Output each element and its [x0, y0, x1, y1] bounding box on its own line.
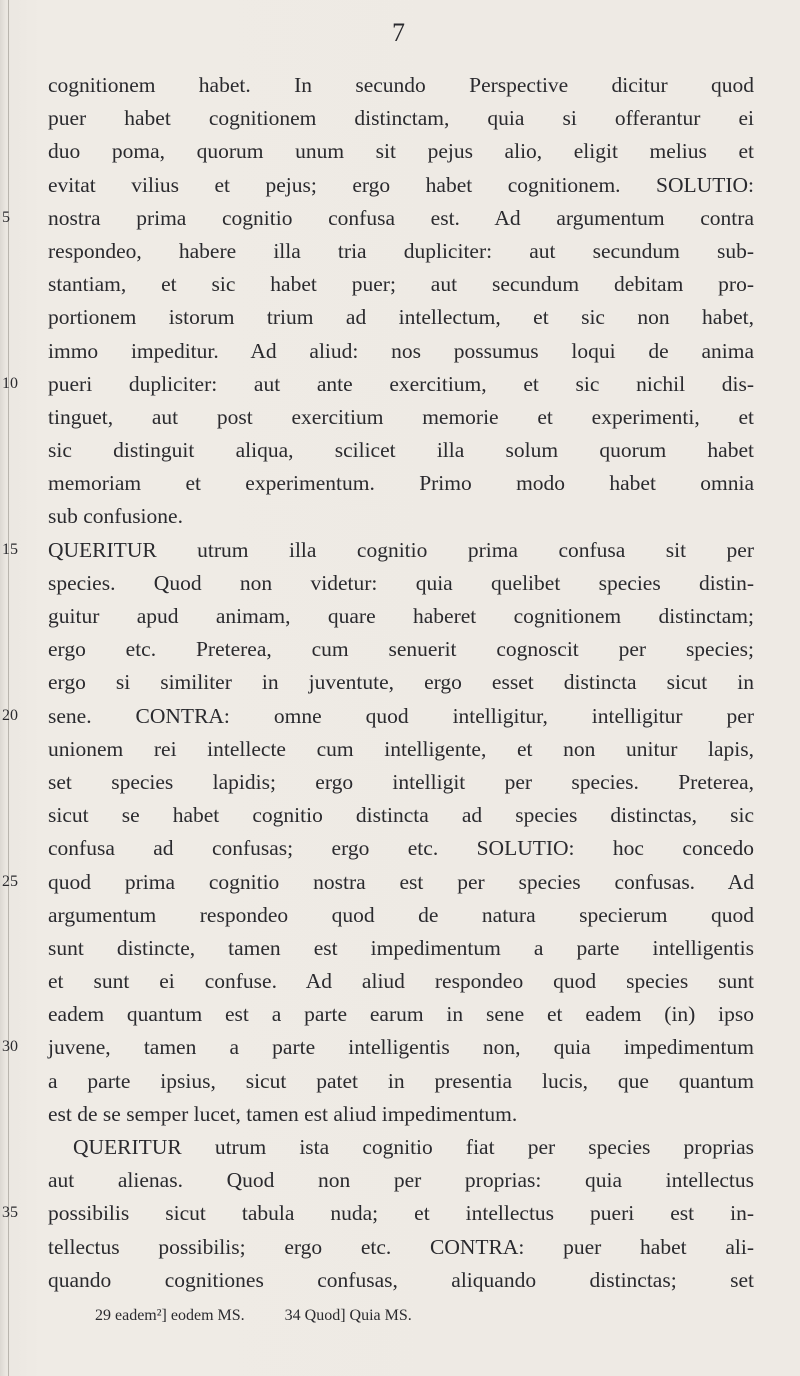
text-line [0, 170, 800, 203]
text-line [0, 435, 800, 468]
line-text: sub confusione. [48, 504, 183, 529]
text-line [0, 634, 800, 667]
line-text: portionem istorum trium ad intellectum, et sic non habet, [48, 305, 754, 330]
text-line [0, 833, 800, 866]
line-text: guitur apud animam, quare haberet cognitionem distinctam; [48, 604, 754, 628]
line-text: QUERITUR utrum ista cognitio fiat per species proprias [73, 1135, 754, 1159]
line-number: 15 [2, 540, 18, 558]
line-text: quando cognitiones confusas, aliquando distinctas; set [48, 1267, 754, 1292]
text-line [0, 1198, 800, 1231]
footnote: 29 eadem²] eodem MS. [95, 1307, 245, 1324]
line-text: et sunt ei confuse. Ad aliud respondeo quod species sunt [48, 969, 754, 994]
line-text: sic distinguit aliqua, scilicet illa solum quorum habet [48, 438, 754, 463]
line-text: sunt distincte, tamen est impedimentum a parte intelligentis [48, 935, 754, 960]
line-text: cognitionem habet. In secundo Perspective dicitur quod [48, 73, 754, 97]
line-number: 5 [2, 208, 10, 226]
text-line [0, 1032, 800, 1065]
line-text: species. Quod non videtur: quia quelibet species distin- [48, 570, 754, 595]
line-text: ergo etc. Preterea, cum senuerit cognoscit per species; [48, 637, 754, 662]
text-line [0, 1066, 800, 1099]
text-line [0, 966, 800, 999]
text-line [0, 302, 800, 335]
line-text: aut alienas. Quod non per proprias: quia intellectus [48, 1168, 754, 1193]
line-text: ergo si similiter in juventute, ergo esset distincta sicut in [48, 670, 754, 695]
text-line [0, 1232, 800, 1265]
text-line [0, 236, 800, 269]
text-line [0, 1265, 800, 1298]
footnote: 34 Quod] Quia MS. [284, 1307, 412, 1324]
text-line [0, 336, 800, 369]
line-text: juvene, tamen a parte intelligentis non, quia impedimentum [48, 1035, 754, 1060]
line-text: QUERITUR utrum illa cognitio prima confusa sit per [48, 537, 754, 562]
main-text [0, 70, 800, 1298]
text-line [0, 535, 800, 568]
text-line [0, 900, 800, 933]
page-number: 7 [392, 18, 405, 47]
line-text: unionem rei intellecte cum intelligente, et non unitur lapis, [48, 736, 754, 761]
text-line [0, 136, 800, 169]
footnotes [95, 1305, 755, 1327]
line-text: stantiam, et sic habet puer; aut secundum debitam pro- [48, 272, 754, 297]
line-number: 25 [2, 872, 18, 890]
line-text: a parte ipsius, sicut patet in presentia lucis, que quantum [48, 1068, 754, 1093]
text-line [0, 1165, 800, 1198]
text-line [0, 933, 800, 966]
line-number: 10 [2, 374, 18, 392]
text-line [0, 103, 800, 136]
line-text: possibilis sicut tabula nuda; et intellectus pueri est in- [48, 1201, 754, 1226]
text-line [0, 501, 800, 534]
line-number: 35 [2, 1204, 18, 1222]
line-number: 20 [2, 706, 18, 724]
text-line [0, 402, 800, 435]
line-text: argumentum respondeo quod de natura specierum quod [48, 902, 754, 927]
text-line [0, 999, 800, 1032]
line-text: tellectus possibilis; ergo etc. CONTRA: puer habet ali- [48, 1234, 754, 1259]
line-number: 30 [2, 1038, 18, 1056]
text-line [0, 269, 800, 302]
text-line [0, 468, 800, 501]
text-line [0, 1132, 800, 1165]
line-text: tinguet, aut post exercitium memorie et experimenti, et [48, 404, 754, 429]
line-text: puer habet cognitionem distinctam, quia si offerantur ei [48, 106, 754, 131]
line-text: eadem quantum est a parte earum in sene et eadem (in) ipso [48, 1002, 754, 1027]
text-line [0, 734, 800, 767]
line-text: sene. CONTRA: omne quod intelligitur, intelligitur per [48, 703, 754, 728]
text-line [0, 601, 800, 634]
text-line [0, 568, 800, 601]
line-text: sicut se habet cognitio distincta ad species distinctas, sic [48, 803, 754, 828]
line-text: quod prima cognitio nostra est per species confusas. Ad [48, 869, 754, 894]
text-line [0, 800, 800, 833]
text-line [0, 203, 800, 236]
line-text: est de se semper lucet, tamen est aliud impedimentum. [48, 1101, 518, 1126]
text-line [0, 1099, 800, 1132]
line-text: immo impeditur. Ad aliud: nos possumus loqui de anima [48, 338, 754, 363]
text-line [0, 767, 800, 800]
line-text: memoriam et experimentum. Primo modo habet omnia [48, 471, 754, 496]
line-text: confusa ad confusas; ergo etc. SOLUTIO: hoc concedo [48, 836, 754, 861]
line-text: respondeo, habere illa tria dupliciter: aut secundum sub- [48, 238, 754, 263]
line-text: pueri dupliciter: aut ante exercitium, et sic nichil dis- [48, 371, 754, 396]
text-line [0, 867, 800, 900]
text-line [0, 70, 800, 103]
line-text: evitat vilius et pejus; ergo habet cognitionem. SOLUTIO: [48, 172, 754, 197]
text-line [0, 701, 800, 734]
line-text: set species lapidis; ergo intelligit per species. Preterea, [48, 769, 754, 794]
line-text: duo poma, quorum unum sit pejus alio, eligit melius et [48, 139, 754, 164]
line-text: nostra prima cognitio confusa est. Ad argumentum contra [48, 205, 754, 230]
text-line [0, 369, 800, 402]
text-line [0, 667, 800, 700]
